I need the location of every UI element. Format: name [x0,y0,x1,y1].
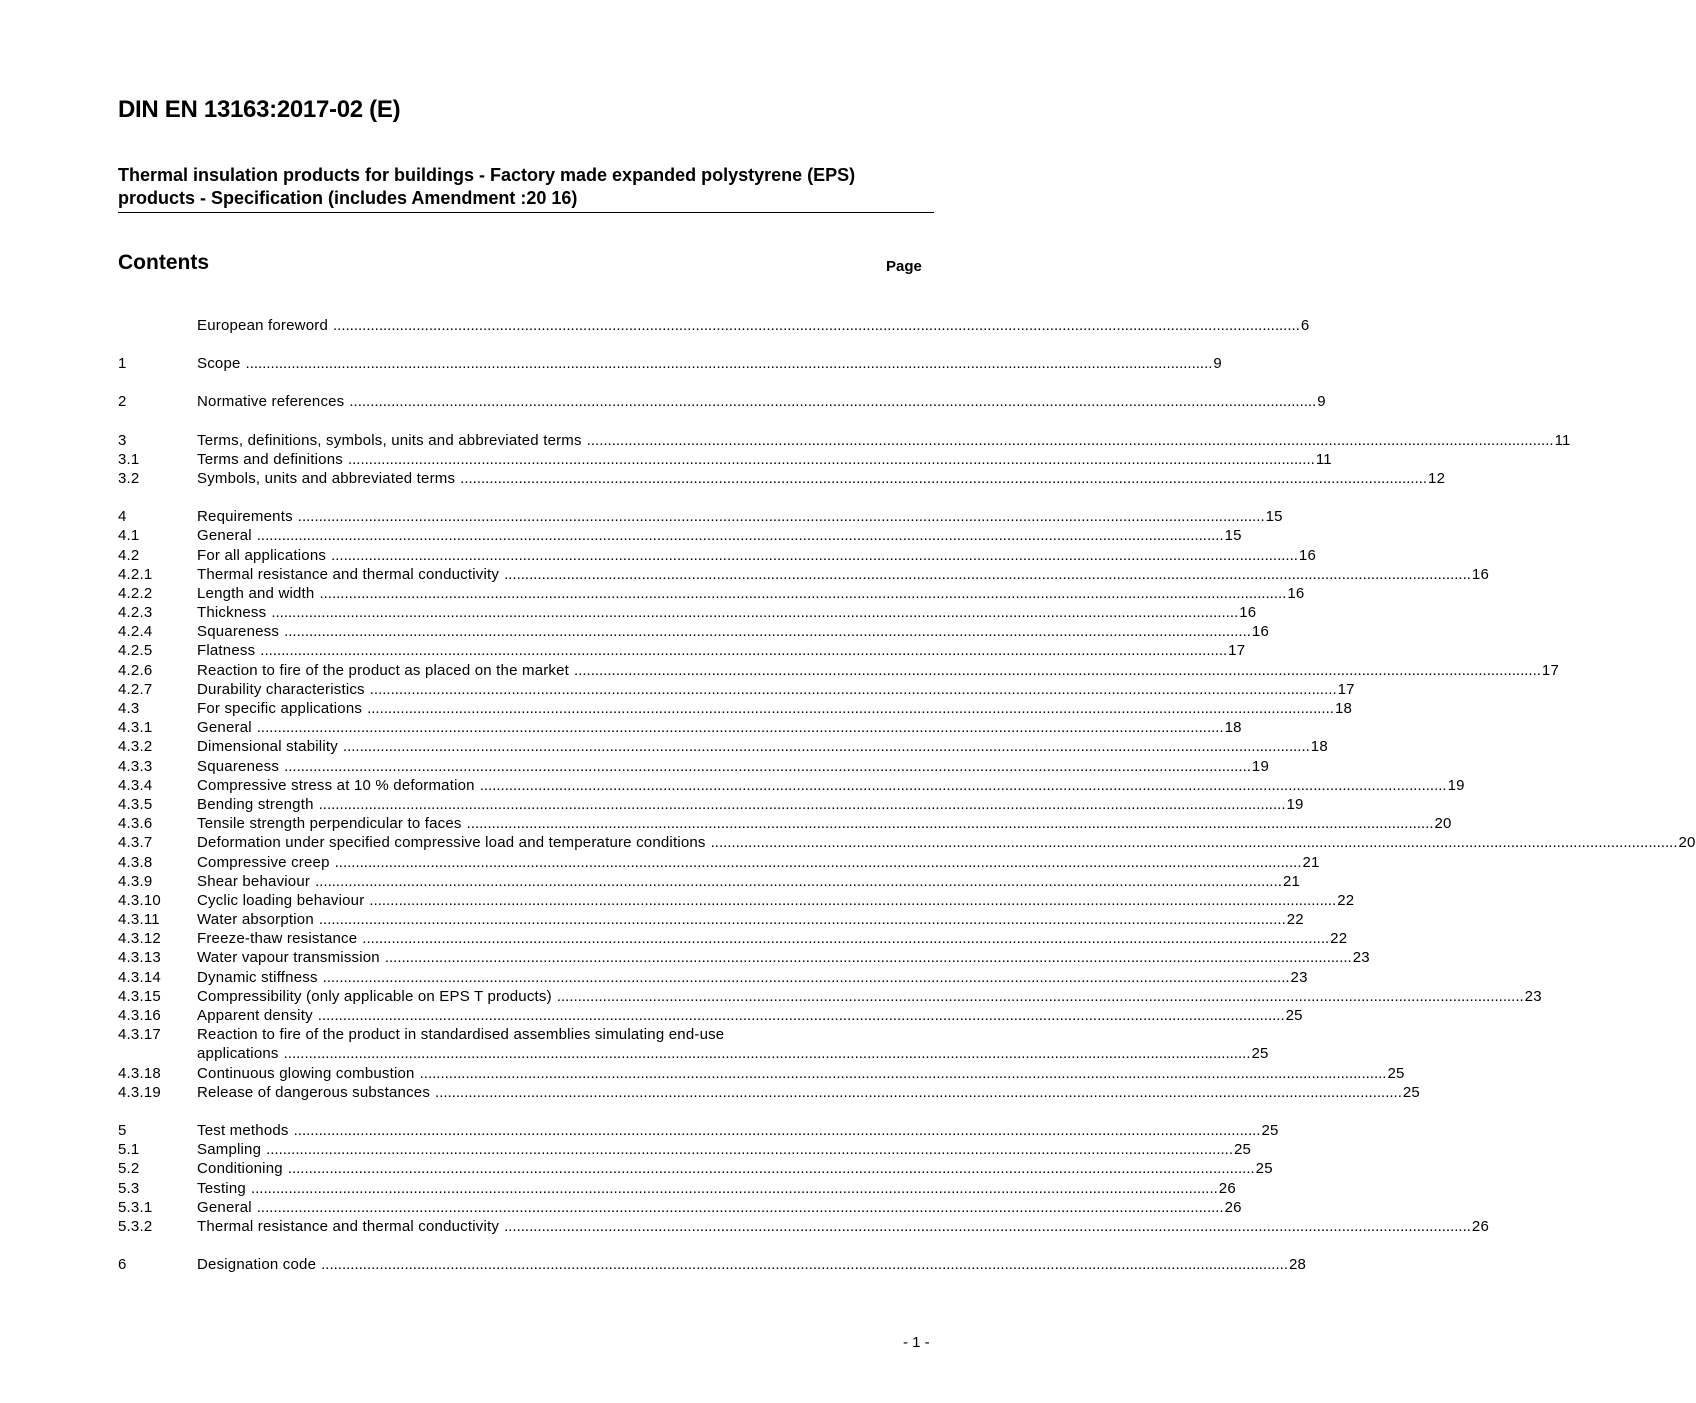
toc-entry-page: 17 [1337,680,1355,698]
toc-entry-page: 19 [1251,757,1270,775]
toc-entry[interactable] [118,392,1326,411]
toc-dot-leader [420,1064,1387,1083]
toc-entry[interactable] [118,1025,922,1044]
toc-entry-title: Normative references [197,393,345,411]
toc-dot-leader [335,853,1302,872]
toc-entry-number: 2 [118,393,127,411]
toc-entry[interactable] [118,565,1490,584]
toc-entry-page: 9 [1213,355,1222,373]
toc-entry[interactable] [118,1255,1307,1274]
toc-entry-number: 4 [118,508,127,526]
toc-entry-page: 25 [1261,1121,1279,1139]
toc-entry[interactable] [118,603,1257,622]
toc-entry-title: Length and width [197,584,315,602]
toc-entry-number: 6 [118,1256,127,1274]
document-title: DIN EN 13163:2017-02 (E) [118,96,401,123]
toc-entry-title: General [197,1198,252,1216]
toc-entry-page: 17 [1228,642,1246,660]
toc-entry-title: Cyclic loading behaviour [197,891,365,909]
toc-entry-number: 4.3.6 [118,815,153,833]
toc-entry-number: 4.3.16 [118,1007,161,1024]
toc-entry-page: 16 [1298,546,1317,564]
toc-dot-leader [370,680,1337,699]
toc-entry-number: 5.3.2 [118,1217,153,1235]
toc-entry[interactable] [118,872,1301,891]
toc-entry-number: 5.3.1 [118,1198,153,1216]
toc-entry[interactable] [118,526,1242,545]
toc-entry[interactable] [118,968,1308,987]
toc-entry[interactable] [118,354,1222,373]
toc-entry[interactable] [118,737,1328,756]
page-column-heading: Page [886,258,922,275]
toc-entry-number: 3.1 [118,450,140,468]
toc-entry-number: 4.3.12 [118,930,161,948]
toc-entry-page: 6 [1300,317,1310,334]
toc-entry-number: 4.3.5 [118,795,153,813]
toc-entry[interactable] [118,1006,1303,1025]
toc-entry-title: Continuous glowing combustion [197,1064,415,1082]
toc-dot-leader [251,1179,1218,1198]
toc-dot-leader [362,929,1329,948]
toc-entry-title: Squareness [197,757,280,775]
toc-dot-leader [467,814,1434,833]
toc-entry-number: 4.3.10 [118,891,161,909]
toc-entry-page: 25 [1251,1045,1269,1063]
toc-entry-title: Scope [197,355,241,373]
toc-entry-title: Durability characteristics [197,680,365,698]
toc-dot-leader [574,661,1541,680]
toc-entry-title: Thickness [197,604,267,622]
toc-dot-leader [319,910,1286,929]
toc-entry-number: 4.3.7 [118,834,153,852]
toc-entry[interactable] [118,776,1465,795]
toc-dot-leader [369,891,1336,910]
toc-dot-leader [257,1198,1224,1217]
toc-entry-number: 4.2.3 [118,604,153,622]
toc-entry-title: Compressive stress at 10 % deformation [197,776,475,794]
toc-entry[interactable] [118,833,1696,852]
toc-dot-leader [348,450,1315,469]
toc-entry-page: 25 [1255,1160,1273,1178]
toc-entry[interactable] [118,699,1353,718]
toc-dot-leader [435,1083,1402,1102]
toc-entry-page: 11 [1554,431,1571,449]
toc-entry[interactable] [118,431,1571,450]
toc-entry-number: 4.3 [118,700,140,717]
toc-dot-leader [288,1159,1255,1178]
toc-entry-page: 17 [1541,661,1559,679]
toc-entry-title: Release of dangerous substances [197,1083,431,1101]
toc-dot-leader [557,987,1524,1006]
toc-entry-number: 1 [118,355,127,373]
toc-dot-leader [343,737,1310,756]
toc-entry-page: 25 [1402,1083,1420,1101]
toc-entry-number: 4.3.1 [118,719,153,737]
toc-entry-page: 22 [1286,911,1304,929]
toc-entry-page: 20 [1678,834,1696,852]
toc-dot-leader [257,718,1224,737]
toc-dot-leader [349,392,1316,411]
footer-page-number: - 1 - [903,1334,930,1351]
toc-entry-page: 26 [1471,1217,1490,1235]
toc-entry-number: 3 [118,431,127,449]
toc-entry-title: Sampling [197,1141,262,1159]
toc-entry-number: 4.2.5 [118,642,153,660]
toc-entry-title: Tensile strength perpendicular to faces [197,815,462,833]
toc-entry-number: 4.3.9 [118,872,153,890]
toc-entry-number: 4.3.15 [118,987,161,1005]
toc-entry-title: Apparent density [197,1007,313,1024]
toc-entry-title: European foreword [197,317,328,334]
toc-entry-title: For all applications [197,546,327,564]
toc-dot-leader [257,526,1224,545]
toc-entry-page: 18 [1334,700,1353,717]
toc-dot-leader [315,872,1282,891]
toc-entry-title: Water vapour transmission [197,949,380,967]
toc-entry-number: 4.1 [118,527,140,545]
toc-entry-page: 12 [1428,469,1446,487]
toc-entry-page: 16 [1287,584,1305,602]
toc-dot-leader [587,431,1554,450]
toc-entry-title: Freeze-thaw resistance [197,930,358,948]
toc-entry[interactable] [118,987,1542,1006]
toc-dot-leader [711,833,1678,852]
contents-heading: Contents [118,251,209,274]
toc-dot-leader [504,1217,1471,1236]
toc-dot-leader [480,776,1447,795]
toc-dot-leader [319,795,1286,814]
toc-dot-leader [284,1044,1251,1063]
toc-entry[interactable] [118,641,1246,660]
toc-entry-title: Squareness [197,623,280,641]
toc-entry-number: 4.3.3 [118,757,153,775]
toc-entry-number: 4.2.4 [118,623,153,641]
toc-dot-leader [318,1006,1285,1025]
table-of-contents [118,316,1696,1274]
toc-dot-leader [460,469,1427,488]
toc-entry-title: Thermal resistance and thermal conductivity [197,1217,500,1235]
toc-entry-number: 4.3.11 [118,911,160,929]
toc-entry-number: 4.2.7 [118,680,153,698]
toc-entry[interactable] [118,450,1332,469]
toc-entry-page: 26 [1218,1179,1236,1197]
toc-entry-page: 19 [1447,776,1465,794]
toc-entry-number: 4.3.19 [118,1083,161,1101]
toc-entry[interactable] [118,814,1452,833]
toc-entry-title: Water absorption [197,911,314,929]
toc-entry-number: 5.2 [118,1160,140,1178]
toc-entry-number: 3.2 [118,469,140,487]
toc-entry-page: 22 [1337,891,1355,909]
toc-entry-number: 5.3 [118,1179,140,1197]
toc-entry[interactable] [118,316,1310,335]
toc-dot-leader [333,316,1300,335]
toc-entry-title: Testing [197,1179,246,1197]
toc-entry-title-continued: applications [197,1045,279,1063]
toc-entry-title: General [197,719,252,737]
toc-dot-leader [385,948,1352,967]
toc-dot-leader [504,565,1471,584]
toc-entry-title: Reaction to fire of the product as placed on the market [197,661,570,679]
toc-entry-number: 4.2.2 [118,584,153,602]
toc-entry[interactable] [118,795,1304,814]
toc-entry-page: 9 [1317,393,1326,411]
toc-entry-page: 16 [1251,623,1270,641]
toc-entry-page: 18 [1310,738,1328,756]
toc-dot-leader [284,757,1251,776]
toc-entry[interactable] [118,584,1305,603]
toc-entry[interactable] [118,757,1270,776]
toc-entry-title: Requirements [197,508,293,526]
toc-dot-leader [294,1121,1261,1140]
toc-entry[interactable] [118,1121,1279,1140]
toc-entry-number: 4.2.1 [118,565,153,583]
toc-entry-page: 25 [1285,1007,1303,1024]
toc-entry[interactable] [118,1159,1273,1178]
toc-entry-page: 28 [1288,1256,1307,1274]
toc-entry-title: Dimensional stability [197,738,338,756]
toc-dot-leader [331,546,1298,565]
toc-entry-page: 15 [1224,527,1242,545]
toc-entry-title: Symbols, units and abbreviated terms [197,469,456,487]
toc-entry-title: For specific applications [197,700,363,717]
toc-entry-number: 4.3.4 [118,776,153,794]
document-subtitle: Thermal insulation products for buildings - Factory made expanded polystyrene (EPS) products - Specification (includes Amendment :20 16) [118,164,934,213]
toc-dot-leader [298,507,1265,526]
toc-entry[interactable] [118,891,1355,910]
toc-entry[interactable] [118,546,1317,565]
toc-entry-title: Shear behaviour [197,872,311,890]
toc-entry-title: Reaction to fire of the product in standardised assemblies simulating end-use [197,1026,725,1044]
toc-dot-leader [323,968,1290,987]
toc-entry-title: Dynamic stiffness [197,968,318,986]
toc-entry[interactable] [118,1083,1420,1102]
toc-entry-page: 11 [1315,450,1332,468]
toc-entry-page: 26 [1224,1198,1242,1216]
toc-entry[interactable] [118,469,1446,488]
toc-entry[interactable] [118,622,1270,641]
toc-entry[interactable] [118,1198,1242,1217]
toc-entry-title: Conditioning [197,1160,283,1178]
toc-dot-leader [367,699,1334,718]
toc-entry-continuation[interactable] [118,1044,1269,1063]
toc-entry-page: 23 [1290,968,1308,986]
toc-entry-page: 23 [1352,949,1370,967]
toc-dot-leader [260,641,1227,660]
toc-dot-leader [319,584,1286,603]
toc-entry-page: 20 [1434,815,1452,833]
toc-entry[interactable] [118,507,1283,526]
toc-entry-title: Compressive creep [197,853,330,871]
toc-dot-leader [246,354,1213,373]
toc-entry-number: 4.3.2 [118,738,153,756]
toc-dot-leader [266,1140,1233,1159]
toc-entry-number: 5.1 [118,1141,140,1159]
toc-entry-page: 19 [1286,795,1304,813]
toc-entry-title: Designation code [197,1256,317,1274]
toc-entry[interactable] [118,1140,1252,1159]
toc-entry-title: Bending strength [197,795,314,813]
toc-entry[interactable] [118,910,1304,929]
toc-entry[interactable] [118,1217,1490,1236]
toc-entry-title: Test methods [197,1121,289,1139]
toc-entry-title: Deformation under specified compressive load and temperature conditions [197,834,706,852]
toc-entry-page: 25 [1387,1064,1405,1082]
toc-entry-page: 23 [1524,987,1542,1005]
toc-entry-number: 4.2 [118,546,140,564]
toc-entry-number: 4.3.14 [118,968,161,986]
toc-entry[interactable] [118,1064,1405,1083]
toc-entry-title: Thermal resistance and thermal conductivity [197,565,500,583]
toc-entry-number: 5 [118,1121,127,1139]
toc-entry-page: 22 [1330,930,1348,948]
toc-entry[interactable] [118,853,1320,872]
toc-entry-number: 4.3.8 [118,853,153,871]
toc-entry[interactable] [118,929,1348,948]
toc-entry[interactable] [118,661,1559,680]
toc-entry-title: Terms and definitions [197,450,343,468]
toc-entry-number: 4.3.17 [118,1026,161,1044]
toc-dot-leader [271,603,1238,622]
toc-entry-page: 21 [1302,853,1320,871]
toc-entry-title: Compressibility (only applicable on EPS T products) [197,987,552,1005]
toc-entry[interactable] [118,718,1242,737]
toc-entry-title: General [197,527,252,545]
toc-entry-page: 25 [1234,1141,1252,1159]
toc-entry-title: Flatness [197,642,256,660]
toc-dot-leader [284,622,1251,641]
toc-entry-page: 16 [1471,565,1490,583]
toc-entry-number: 4.3.13 [118,949,161,967]
toc-entry-page: 16 [1239,604,1257,622]
toc-entry[interactable] [118,948,1370,967]
toc-entry-page: 15 [1265,508,1283,526]
toc-entry-number: 4.2.6 [118,661,153,679]
toc-entry-title: Terms, definitions, symbols, units and abbreviated terms [197,431,582,449]
toc-entry-number: 4.3.18 [118,1064,161,1082]
toc-entry[interactable] [118,1179,1236,1198]
toc-entry[interactable] [118,680,1355,699]
toc-entry-page: 21 [1282,872,1301,890]
toc-entry-page: 18 [1224,719,1242,737]
toc-dot-leader [321,1255,1288,1274]
